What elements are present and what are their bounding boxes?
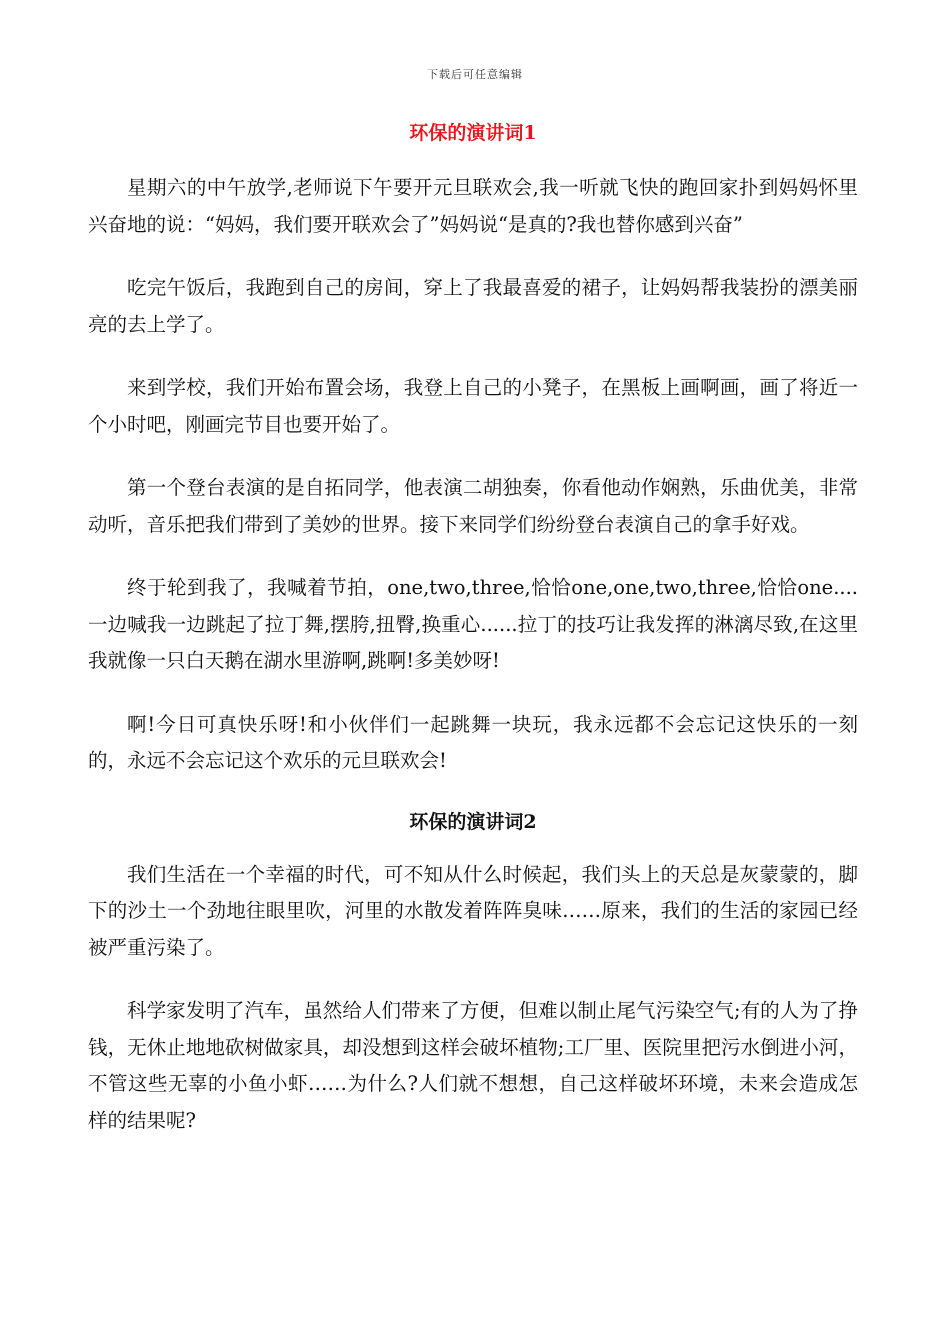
section-1-paragraph-2: 吃完午饭后，我跑到自己的房间，穿上了我最喜爱的裙子，让妈妈帮我装扮的漂美丽亮的去上学了。	[88, 276, 858, 336]
document-body	[88, 118, 858, 1166]
section-1-paragraph-3: 来到学校，我们开始布置会场，我登上自己的小凳子，在黑板上画啊画，画了将近一个小时吧，刚画完节目也要开始了。	[88, 376, 858, 436]
header-note: 下载后可任意编辑	[427, 68, 523, 81]
section-1-title: 环保的演讲词1	[409, 122, 537, 144]
section-1-paragraph-4: 第一个登台表演的是自拓同学，他表演二胡独奏，你看他动作娴熟，乐曲优美，非常动听，音乐把我们带到了美妙的世界。接下来同学们纷纷登台表演自己的拿手好戏。	[88, 476, 858, 536]
section-2-title: 环保的演讲词2	[409, 810, 537, 833]
section-1-paragraph-6: 啊!今日可真快乐呀!和小伙伴们一起跳舞一块玩，我永远都不会忘记这快乐的一刻的，永远不会忘记这个欢乐的元旦联欢会!	[88, 712, 858, 772]
section-1-paragraph-1: 星期六的中午放学,老师说下午要开元旦联欢会,我一听就飞快的跑回家扑到妈妈怀里兴奋地的说：“妈妈，我们要开联欢会了”妈妈说“是真的?我也替你感到兴奋”	[88, 176, 858, 236]
section-2-paragraph-2: 科学家发明了汽车，虽然给人们带来了方便，但难以制止尾气污染空气;有的人为了挣钱，无休止地地砍树做家具，却没想到这样会破坏植物;工厂里、医院里把污水倒进小河，不管这些无辜的小鱼小虾……为什么?人们就不想想，自己这样破坏环境，未来会造成怎样的结果呢?	[88, 999, 858, 1132]
section-2-paragraph-1: 我们生活在一个幸福的时代，可不知从什么时候起，我们头上的天总是灰蒙蒙的，脚下的沙土一个劲地往眼里吹，河里的水散发着阵阵臭味……原来，我们的生活的家园已经被严重污染了。	[88, 862, 858, 959]
section-1-paragraph-5: 终于轮到我了，我喊着节拍，one,two,three,恰恰one,one,two,three,恰恰one....一边喊我一边跳起了拉丁舞,摆胯,扭臀,换重心......拉丁的技巧让我发挥的淋漓尽致,在这里我就像一只白天鹅在湖水里游啊,跳啊!多美妙呀!	[88, 576, 858, 672]
